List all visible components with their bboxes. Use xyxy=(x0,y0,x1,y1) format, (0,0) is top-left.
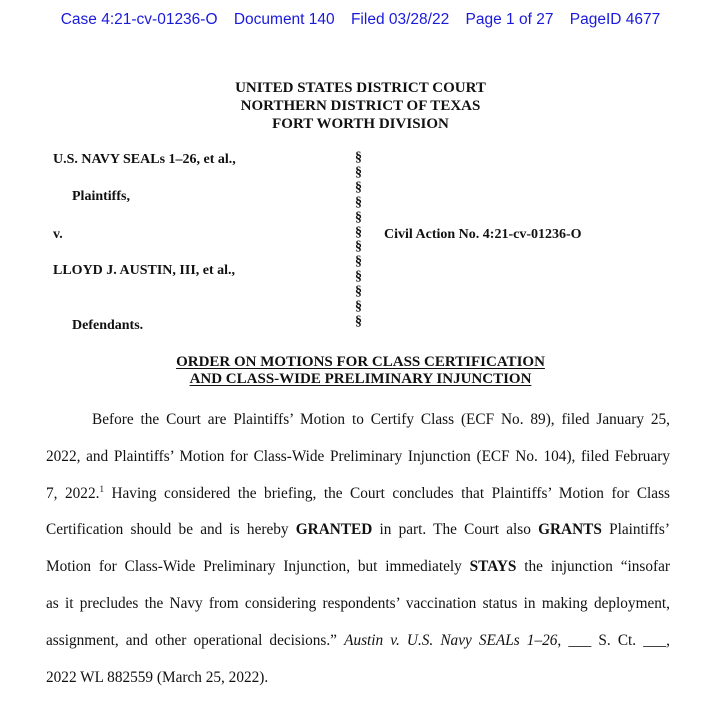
court-name: UNITED STATES DISTRICT COURT xyxy=(235,80,486,96)
body-line: 2022, and Plaintiffs’ Motion for Class-Wide Preliminary Injunction (ECF No. 104), filed February xyxy=(46,447,670,465)
plaintiffs-label: Plaintiffs, xyxy=(72,189,130,204)
order-title-line-1: ORDER ON MOTIONS FOR CLASS CERTIFICATION xyxy=(176,354,545,370)
section-symbol: § xyxy=(355,179,362,195)
case-citation: Austin v. U.S. Navy SEALs 1–26 xyxy=(344,631,558,649)
body-line: Before the Court are Plaintiffs’ Motion to Certify Class (ECF No. 89), filed January 25, xyxy=(92,411,670,428)
plaintiffs-name: U.S. NAVY SEALs 1–26, et al., xyxy=(53,152,236,167)
court-heading xyxy=(0,79,721,133)
body-line: 2022 WL 882559 (March 25, 2022). xyxy=(46,668,269,686)
section-symbol: § xyxy=(355,269,362,285)
body-line: assignment, and other operational decisions.” Austin v. U.S. Navy SEALs 1–26, ___ S. Ct. ___, xyxy=(46,631,671,649)
versus: v. xyxy=(53,227,63,242)
body-line: Motion for Class-Wide Preliminary Injunction, but immediately STAYS the injunction “insofar xyxy=(46,558,670,576)
section-symbol: § xyxy=(355,164,362,180)
section-symbol: § xyxy=(355,224,362,240)
document-number: Document 140 xyxy=(233,11,335,28)
filed-date: Filed 03/28/22 xyxy=(350,11,450,28)
granted-text: GRANTED xyxy=(295,521,373,539)
body-line: Certification should be and is hereby GRANTED in part. The Court also GRANTS Plaintiffs’ xyxy=(46,521,670,539)
page-id: PageID 4677 xyxy=(569,11,661,28)
defendants-name: LLOYD J. AUSTIN, III, et al., xyxy=(53,263,236,278)
section-symbol: § xyxy=(355,299,362,315)
section-symbol: § xyxy=(355,150,362,165)
section-symbol: § xyxy=(355,194,362,210)
defendants-label: Defendants. xyxy=(72,318,144,333)
court-division: FORT WORTH DIVISION xyxy=(272,116,449,132)
footnote-marker[interactable]: 1 xyxy=(99,483,104,494)
section-symbol: § xyxy=(355,209,362,225)
section-symbols-column xyxy=(355,151,362,330)
page-count: Page 1 of 27 xyxy=(465,11,554,28)
section-symbol: § xyxy=(355,239,362,255)
filing-header xyxy=(0,11,721,29)
body-line: as it precludes the Navy from considering respondents’ vaccination status in making deployment, xyxy=(46,594,670,612)
case-number: Case 4:21-cv-01236-O xyxy=(60,11,218,28)
section-symbol: § xyxy=(355,313,362,329)
order-body-paragraph xyxy=(46,402,670,696)
order-title xyxy=(0,354,721,388)
court-district: NORTHERN DISTRICT OF TEXAS xyxy=(240,98,481,114)
section-symbol: § xyxy=(355,254,362,270)
order-title-line-2: AND CLASS-WIDE PRELIMINARY INJUNCTION xyxy=(189,371,532,387)
grants-text: GRANTS xyxy=(538,521,602,539)
civil-action-number: Civil Action No. 4:21-cv-01236-O xyxy=(384,227,582,242)
section-symbol: § xyxy=(355,284,362,300)
stays-text: STAYS xyxy=(469,558,517,576)
body-line: 7, 2022.$^1$ Having considered the briefing, the Court concludes that Plaintiffs’ Motion for Class xyxy=(46,483,670,502)
